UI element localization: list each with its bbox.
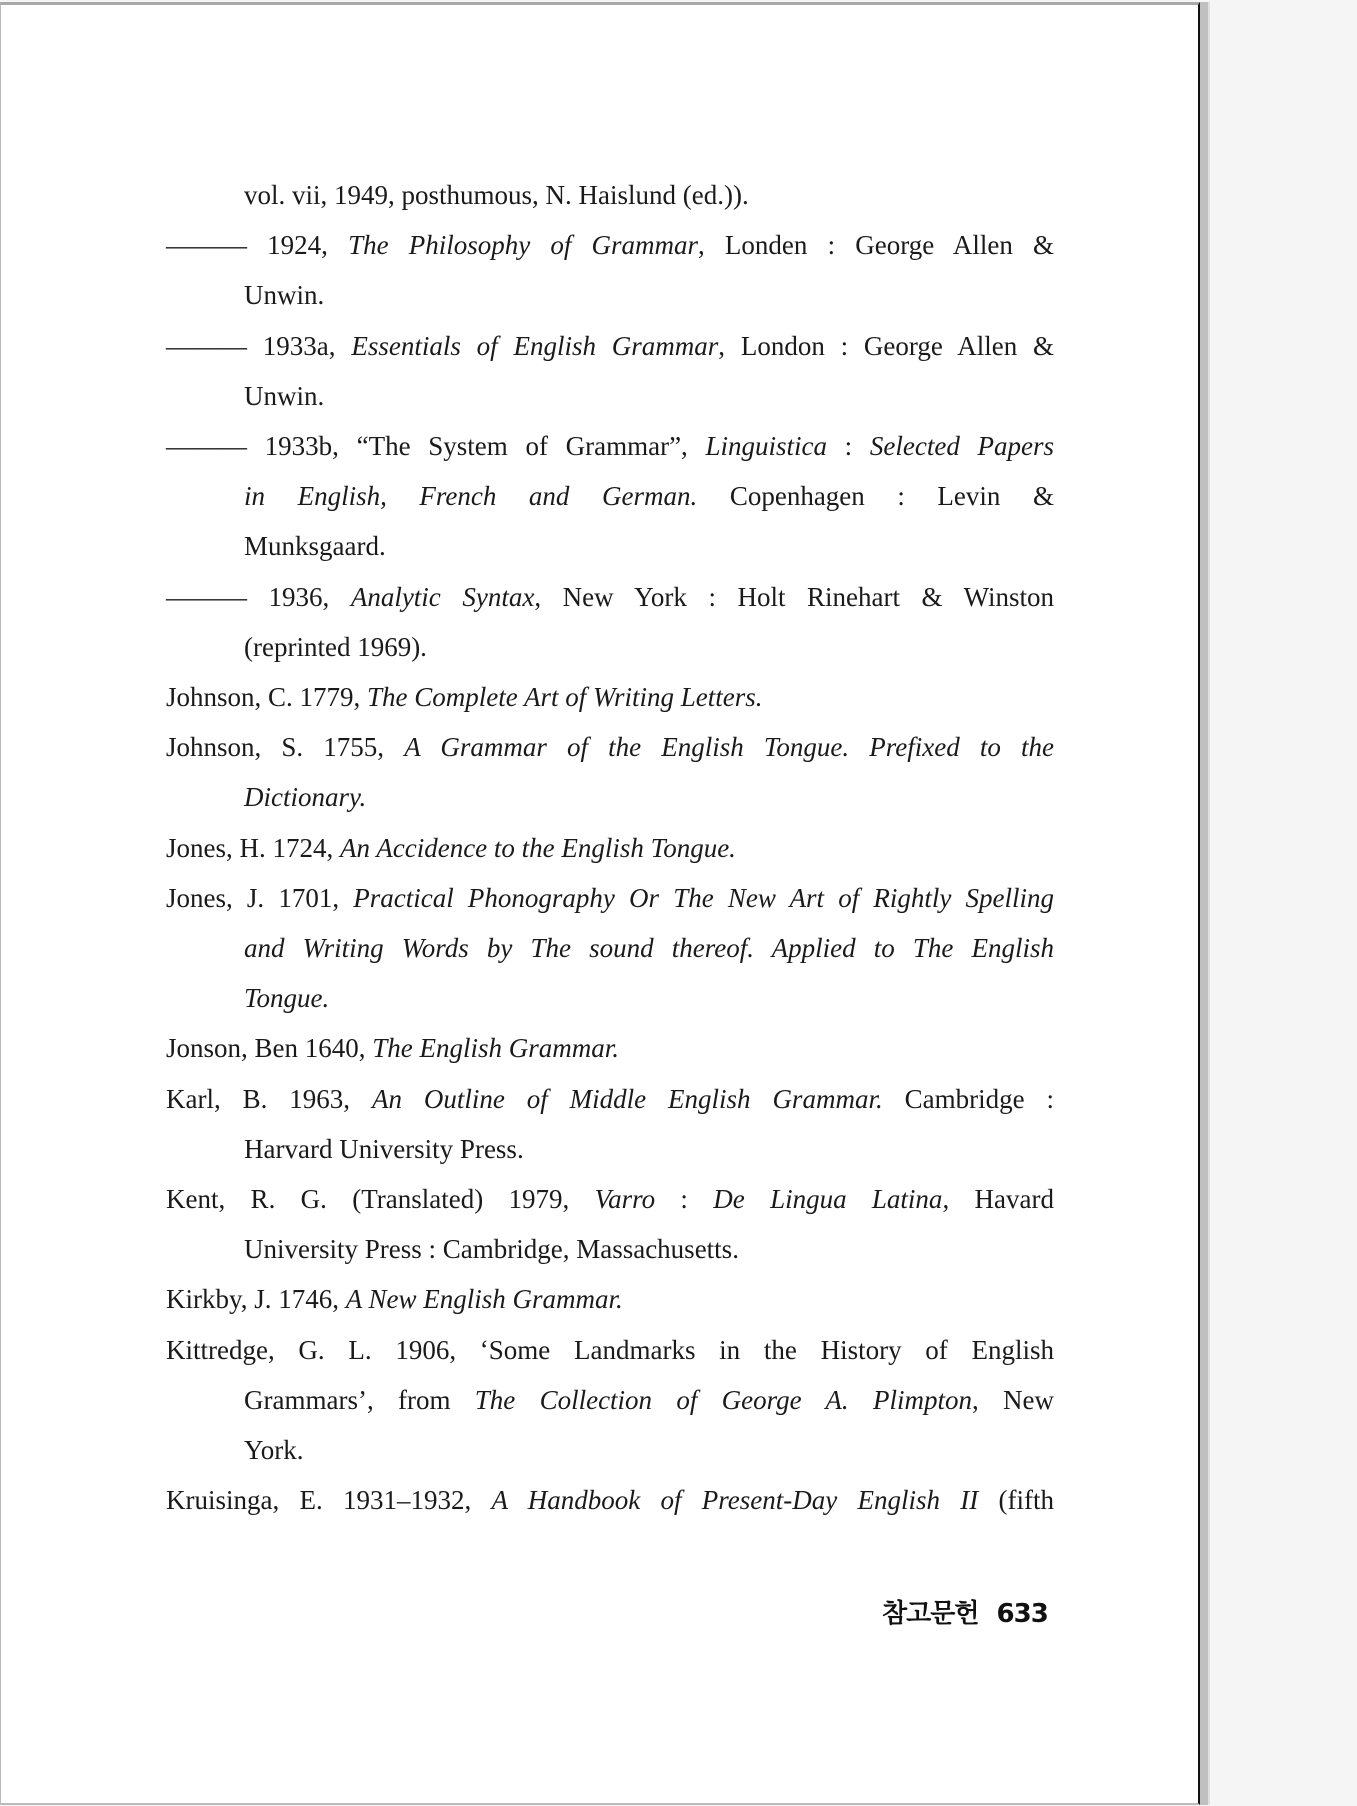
reference-entry	[166, 1475, 1054, 1525]
reference-title: An Outline of Middle English Grammar.	[371, 1083, 883, 1114]
reference-text: , New York : Holt Rinehart & Winston	[534, 581, 1055, 612]
reference-text: Kirkby, J. 1746,	[166, 1284, 346, 1315]
reference-text: :	[827, 431, 870, 461]
reference-title: An Accidence to the English Tongue.	[340, 832, 736, 863]
reference-title: Dictionary.	[244, 782, 367, 813]
reference-text: Copenhagen : Levin &	[697, 481, 1054, 512]
reference-text: Jones, J. 1701,	[166, 882, 354, 913]
reference-text: Kittredge, G. L. 1906, ‘Some Landmarks in the History of English	[166, 1334, 1054, 1365]
reference-entry	[166, 421, 1054, 471]
reference-entry-continuation	[244, 471, 1054, 521]
page-number: 633	[996, 1599, 1048, 1629]
reference-entry	[166, 572, 1054, 622]
reference-entry-continuation	[244, 772, 366, 822]
reference-title: in English, French and German.	[244, 481, 698, 512]
reference-text: Unwin.	[244, 380, 325, 411]
reference-text: Kruisinga, E. 1931–1932,	[166, 1485, 492, 1516]
reference-text: Jones, H. 1724,	[166, 832, 340, 863]
reference-entry-continuation	[244, 1224, 739, 1274]
reference-entry	[166, 1274, 623, 1324]
reference-text: (reprinted 1969).	[244, 631, 427, 662]
reference-text: Johnson, C. 1779,	[166, 682, 368, 712]
reference-entry	[166, 1325, 1054, 1375]
reference-title: The Philosophy of Grammar	[348, 230, 699, 261]
reference-entry-continuation	[244, 1375, 1054, 1425]
reference-entry	[166, 1174, 1054, 1224]
reference-title: Analytic Syntax	[350, 581, 535, 612]
reference-text: Karl, B. 1963,	[166, 1083, 372, 1114]
reference-text: Munksgaard.	[244, 531, 386, 562]
reference-text: vol. vii, 1949, posthumous, N. Haislund (ed.)).	[244, 180, 749, 210]
reference-text: , London : George Allen &	[718, 330, 1054, 361]
reference-entry-continuation	[244, 1124, 524, 1174]
reference-title: A Grammar of the English Tongue. Prefixed to the	[404, 732, 1055, 763]
reference-text: ——— 1924,	[166, 230, 349, 261]
reference-entry-continuation	[244, 1425, 304, 1475]
reference-entry	[166, 1074, 1054, 1124]
reference-title: and Writing Words by The sound thereof. Applied to The English	[244, 933, 1054, 963]
reference-entry-continuation	[244, 622, 427, 672]
reference-entry-continuation	[244, 973, 329, 1023]
reference-title: A Handbook of Present-Day English II	[491, 1485, 979, 1516]
reference-text: , Havard	[942, 1184, 1054, 1214]
reference-title: Tongue.	[244, 983, 330, 1014]
reference-text: (fifth	[978, 1485, 1054, 1516]
reference-title: Linguistica	[705, 431, 827, 461]
reference-entry	[166, 873, 1054, 923]
reference-title: Varro	[594, 1184, 656, 1214]
reference-entry-continuation	[244, 923, 1054, 973]
reference-title: Essentials of English Grammar	[351, 330, 719, 361]
reference-entry-continuation	[244, 270, 324, 320]
reference-text: , Londen : George Allen &	[698, 230, 1054, 261]
reference-text: Unwin.	[244, 280, 325, 311]
reference-text: Harvard University Press.	[244, 1133, 524, 1164]
page-footer	[882, 1593, 1048, 1630]
reference-text: York.	[244, 1435, 304, 1465]
reference-title: The Complete Art of Writing Letters.	[367, 682, 763, 712]
reference-entry	[166, 722, 1054, 772]
reference-title: Selected Papers	[869, 431, 1054, 461]
document-page	[0, 2, 1200, 1805]
reference-title: De Lingua Latina	[713, 1184, 943, 1214]
reference-text: Jonson, Ben 1640,	[166, 1033, 373, 1064]
reference-title: The English Grammar.	[372, 1033, 620, 1064]
reference-entry	[166, 1023, 619, 1073]
reference-text: ——— 1933a,	[166, 330, 352, 361]
reference-text: Johnson, S. 1755,	[166, 732, 405, 763]
reference-entry	[166, 672, 763, 722]
reference-text: University Press : Cambridge, Massachusetts.	[244, 1234, 739, 1265]
reference-text: Grammars’, from	[244, 1384, 475, 1415]
reference-entry-continuation	[244, 521, 386, 571]
reference-text: Kent, R. G. (Translated) 1979,	[166, 1184, 595, 1214]
reference-text: , New	[971, 1384, 1054, 1415]
reference-text: :	[655, 1184, 714, 1214]
footer-section-title: 참고문헌	[882, 1599, 979, 1629]
reference-entry-continuation	[244, 371, 324, 421]
reference-title: A New English Grammar.	[345, 1284, 623, 1315]
reference-entry	[244, 170, 749, 220]
reference-entry	[166, 321, 1054, 371]
reference-title: Practical Phonography Or The New Art of Rightly Spelling	[353, 882, 1054, 913]
reference-text: Cambridge :	[882, 1083, 1055, 1114]
reference-entry	[166, 220, 1054, 270]
reference-entry	[166, 823, 736, 873]
reference-text: ——— 1936,	[166, 581, 351, 612]
reference-title: The Collection of George A. Plimpton	[474, 1384, 972, 1415]
reference-text: ——— 1933b, “The System of Grammar”,	[166, 431, 706, 461]
